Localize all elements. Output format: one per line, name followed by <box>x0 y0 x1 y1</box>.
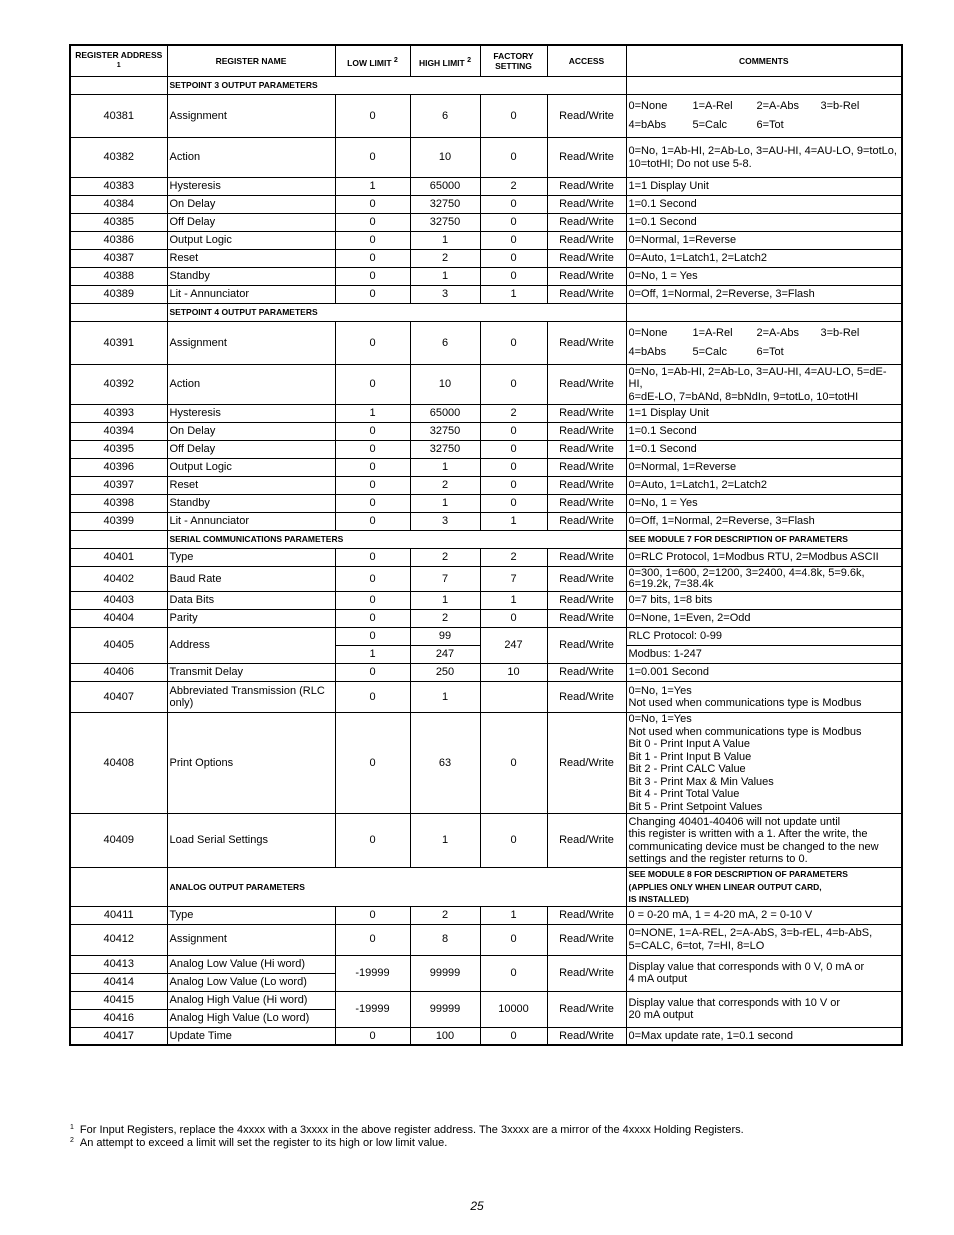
assignment-options: 0=None 1=A-Rel 2=A-Abs 3=b-Rel 4=bAbs 5=Calc 6=Tot <box>626 322 902 365</box>
section-title: ANALOG OUTPUT PARAMETERS <box>167 868 626 907</box>
table-row: 40389 Lit - Annunciator 0 3 1 Read/Write 0=Off, 1=Normal, 2=Reverse, 3=Flash <box>70 286 902 304</box>
table-row: 40412 Assignment 0 8 0 Read/Write 0=NONE, 1=A-REL, 2=A-AbS, 3=b-rEL, 4=b-AbS, 5=CALC, 6=tot, 7=HI, 8=LO <box>70 924 902 955</box>
section-row-analog <box>70 868 902 907</box>
table-row: 40417 Update Time 0 100 0 Read/Write 0=Max update rate, 1=0.1 second <box>70 1027 902 1045</box>
table-row: 40416 Analog High Value (Lo word) <box>70 1009 902 1027</box>
header-access: ACCESS <box>547 45 626 77</box>
table-row: 40385 Off Delay 0 32750 0 Read/Write 1=0.1 Second <box>70 214 902 232</box>
page-number: 25 <box>470 1199 484 1213</box>
footnote-1: $^1$ For Input Registers, replace the 4xxxx with a 3xxxx in the above register address. The 3xxxx are a mirror of the 4xxxx Holding Registers. <box>70 1124 744 1136</box>
table-row: 40409 Load Serial Settings 0 1 0 Read/Write Changing 40401-40406 will not update until this register is written with a 1. After the write, the communicating device must be changed to the new settings and the register returns to 0. <box>70 814 902 868</box>
table-row: 40406 Transmit Delay 0 250 10 Read/Write 1=0.001 Second <box>70 664 902 682</box>
table-row: 40398 Standby 0 1 0 Read/Write 0=No, 1 = Yes <box>70 495 902 513</box>
table-row: 40404 Parity 0 2 0 Read/Write 0=None, 1=Even, 2=Odd <box>70 610 902 628</box>
table-header-row <box>70 45 902 77</box>
section-title: SERIAL COMMUNICATIONS PARAMETERS <box>167 531 626 549</box>
section-row-setpoint4 <box>70 304 902 322</box>
table-row: 40391 Assignment 0 6 0 Read/Write 0=None 1=A-Rel 2=A-Abs 3=b-Rel 4=bAbs 5=Calc 6=Tot <box>70 322 902 365</box>
table-row: 40401 Type 0 2 2 Read/Write 0=RLC Protocol, 1=Modbus RTU, 2=Modbus ASCII <box>70 549 902 567</box>
section-title: SETPOINT 4 OUTPUT PARAMETERS <box>167 304 626 322</box>
table-row: 40399 Lit - Annunciator 0 3 1 Read/Write 0=Off, 1=Normal, 2=Reverse, 3=Flash <box>70 513 902 531</box>
table-row: 40396 Output Logic 0 1 0 Read/Write 0=Normal, 1=Reverse <box>70 459 902 477</box>
table-row: 40411 Type 0 2 1 Read/Write 0 = 0-20 mA, 1 = 4-20 mA, 2 = 0-10 V <box>70 906 902 924</box>
table-row: 40415 Analog High Value (Hi word) -19999 99999 10000 Read/Write Display value that corresponds with 10 V or 20 mA output <box>70 991 902 1009</box>
section-row-setpoint3 <box>70 77 902 95</box>
table-row: 40408 Print Options 0 63 0 Read/Write 0=No, 1=Yes Not used when communications type is Modbus Bit 0 - Print Input A Value Bit 1 - Print Input B Value Bit 2 - Print CALC Value Bit 3 - Print Max & Min Values Bit 4 - Print Total Value Bit 5 - Print Setpoint Values <box>70 713 902 814</box>
table-row: 40393 Hysteresis 1 65000 2 Read/Write 1=1 Display Unit <box>70 405 902 423</box>
header-high-limit: HIGH LIMIT $^2$ <box>410 45 480 77</box>
table-row: 40386 Output Logic 0 1 0 Read/Write 0=Normal, 1=Reverse <box>70 232 902 250</box>
table-row: 40381 Assignment 0 6 0 Read/Write 0=None 1=A-Rel 2=A-Abs 3=b-Rel 4=bAbs 5=Calc 6=Tot <box>70 95 902 138</box>
table-row: 1 247 Modbus: 1-247 <box>70 646 902 664</box>
table-row: 40394 On Delay 0 32750 0 Read/Write 1=0.1 Second <box>70 423 902 441</box>
table-row: 40387 Reset 0 2 0 Read/Write 0=Auto, 1=Latch1, 2=Latch2 <box>70 250 902 268</box>
table-row: 40414 Analog Low Value (Lo word) <box>70 973 902 991</box>
footnote-2: $^2$ An attempt to exceed a limit will set the register to its high or low limit value. <box>70 1137 448 1149</box>
table-row: 40397 Reset 0 2 0 Read/Write 0=Auto, 1=Latch1, 2=Latch2 <box>70 477 902 495</box>
header-comments: COMMENTS <box>626 45 902 77</box>
table-row: 40407 Abbreviated Transmission (RLC only) 0 1 Read/Write 0=No, 1=Yes Not used when communications type is Modbus <box>70 682 902 713</box>
section-title: SETPOINT 3 OUTPUT PARAMETERS <box>167 77 626 95</box>
section-row-serial <box>70 531 902 549</box>
table-row: 40388 Standby 0 1 0 Read/Write 0=No, 1 = Yes <box>70 268 902 286</box>
header-name: REGISTER NAME <box>167 45 335 77</box>
table-row: 40405 Address 0 99 247 Read/Write RLC Protocol: 0-99 <box>70 628 902 646</box>
table-row: 40413 Analog Low Value (Hi word) -19999 99999 0 Read/Write Display value that corresponds with 0 V, 0 mA or 4 mA output <box>70 955 902 973</box>
header-factory-setting: FACTORY SETTING <box>480 45 547 77</box>
header-low-limit: LOW LIMIT $^2$ <box>335 45 410 77</box>
assignment-options: 0=None 1=A-Rel 2=A-Abs 3=b-Rel 4=bAbs 5=Calc 6=Tot <box>626 95 902 138</box>
table-row: 40384 On Delay 0 32750 0 Read/Write 1=0.1 Second <box>70 196 902 214</box>
section-note: SEE MODULE 8 FOR DESCRIPTION OF PARAMETERS (APPLIES ONLY WHEN LINEAR OUTPUT CARD, IS INSTALLED) <box>626 868 902 907</box>
table-row: 40395 Off Delay 0 32750 0 Read/Write 1=0.1 Second <box>70 441 902 459</box>
section-note: SEE MODULE 7 FOR DESCRIPTION OF PARAMETERS <box>626 531 902 549</box>
header-address: REGISTER ADDRESS $^1$ <box>70 45 167 77</box>
table-row: 40382 Action 0 10 0 Read/Write 0=No, 1=Ab-HI, 2=Ab-Lo, 3=AU-HI, 4=AU-LO, 9=totLo, 10=totHI; Do not use 5-8. <box>70 138 902 178</box>
table-row: 40403 Data Bits 0 1 1 Read/Write 0=7 bits, 1=8 bits <box>70 592 902 610</box>
register-table <box>69 44 903 1046</box>
table-row: 40383 Hysteresis 1 65000 2 Read/Write 1=1 Display Unit <box>70 178 902 196</box>
table-row: 40392 Action 0 10 0 Read/Write 0=No, 1=Ab-HI, 2=Ab-Lo, 3=AU-HI, 4=AU-LO, 5=dE-HI, 6=dE-LO, 7=bANd, 8=bNdIn, 9=totLo, 10=totHI <box>70 365 902 405</box>
table-row: 40402 Baud Rate 0 7 7 Read/Write 0=300, 1=600, 2=1200, 3=2400, 4=4.8k, 5=9.6k, 6=19.2k, 7=38.4k <box>70 567 902 592</box>
